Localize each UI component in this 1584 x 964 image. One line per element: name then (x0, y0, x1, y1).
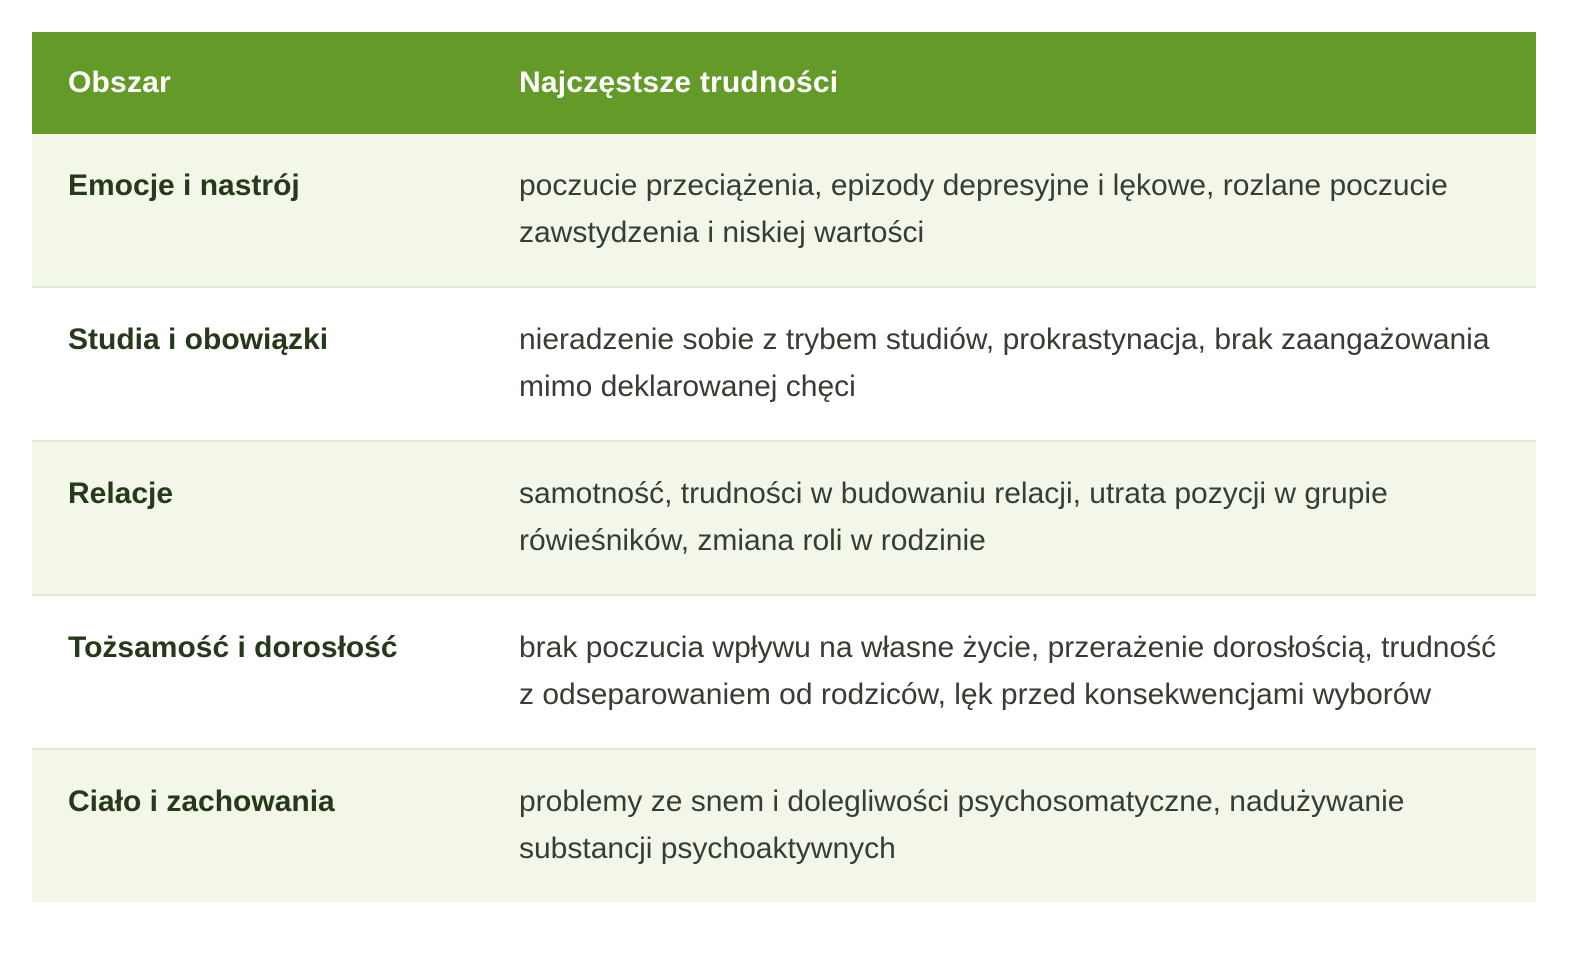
row-difficulties-cell: problemy ze snem i dolegliwości psychosomatyczne, nadużywanie substancji psychoaktywnych (483, 749, 1536, 902)
row-difficulties-cell: nieradzenie sobie z trybem studiów, prokrastynacja, brak zaangażowania mimo deklarowanej chęci (483, 287, 1536, 441)
row-area-cell: Tożsamość i dorosłość (32, 595, 483, 749)
table-row (32, 134, 1536, 287)
header-row (32, 32, 1536, 134)
table-row (32, 441, 1536, 595)
difficulties-table-container (32, 32, 1536, 902)
header-area: Obszar (32, 32, 483, 134)
table-row (32, 287, 1536, 441)
table-row (32, 595, 1536, 749)
table-header (32, 32, 1536, 134)
row-difficulties-cell: samotność, trudności w budowaniu relacji, utrata pozycji w grupie rówieśników, zmiana roli w rodzinie (483, 441, 1536, 595)
table-body (32, 134, 1536, 902)
row-difficulties-cell: brak poczucia wpływu na własne życie, przerażenie dorosłością, trudność z odseparowaniem od rodziców, lęk przed konsekwencjami wyborów (483, 595, 1536, 749)
row-difficulties-cell: poczucie przeciążenia, epizody depresyjne i lękowe, rozlane poczucie zawstydzenia i niskiej wartości (483, 134, 1536, 287)
row-area-cell: Studia i obowiązki (32, 287, 483, 441)
header-difficulties: Najczęstsze trudności (483, 32, 1536, 134)
row-area-cell: Ciało i zachowania (32, 749, 483, 902)
row-area-cell: Relacje (32, 441, 483, 595)
difficulties-table (32, 32, 1536, 902)
row-area-cell: Emocje i nastrój (32, 134, 483, 287)
table-row (32, 749, 1536, 902)
